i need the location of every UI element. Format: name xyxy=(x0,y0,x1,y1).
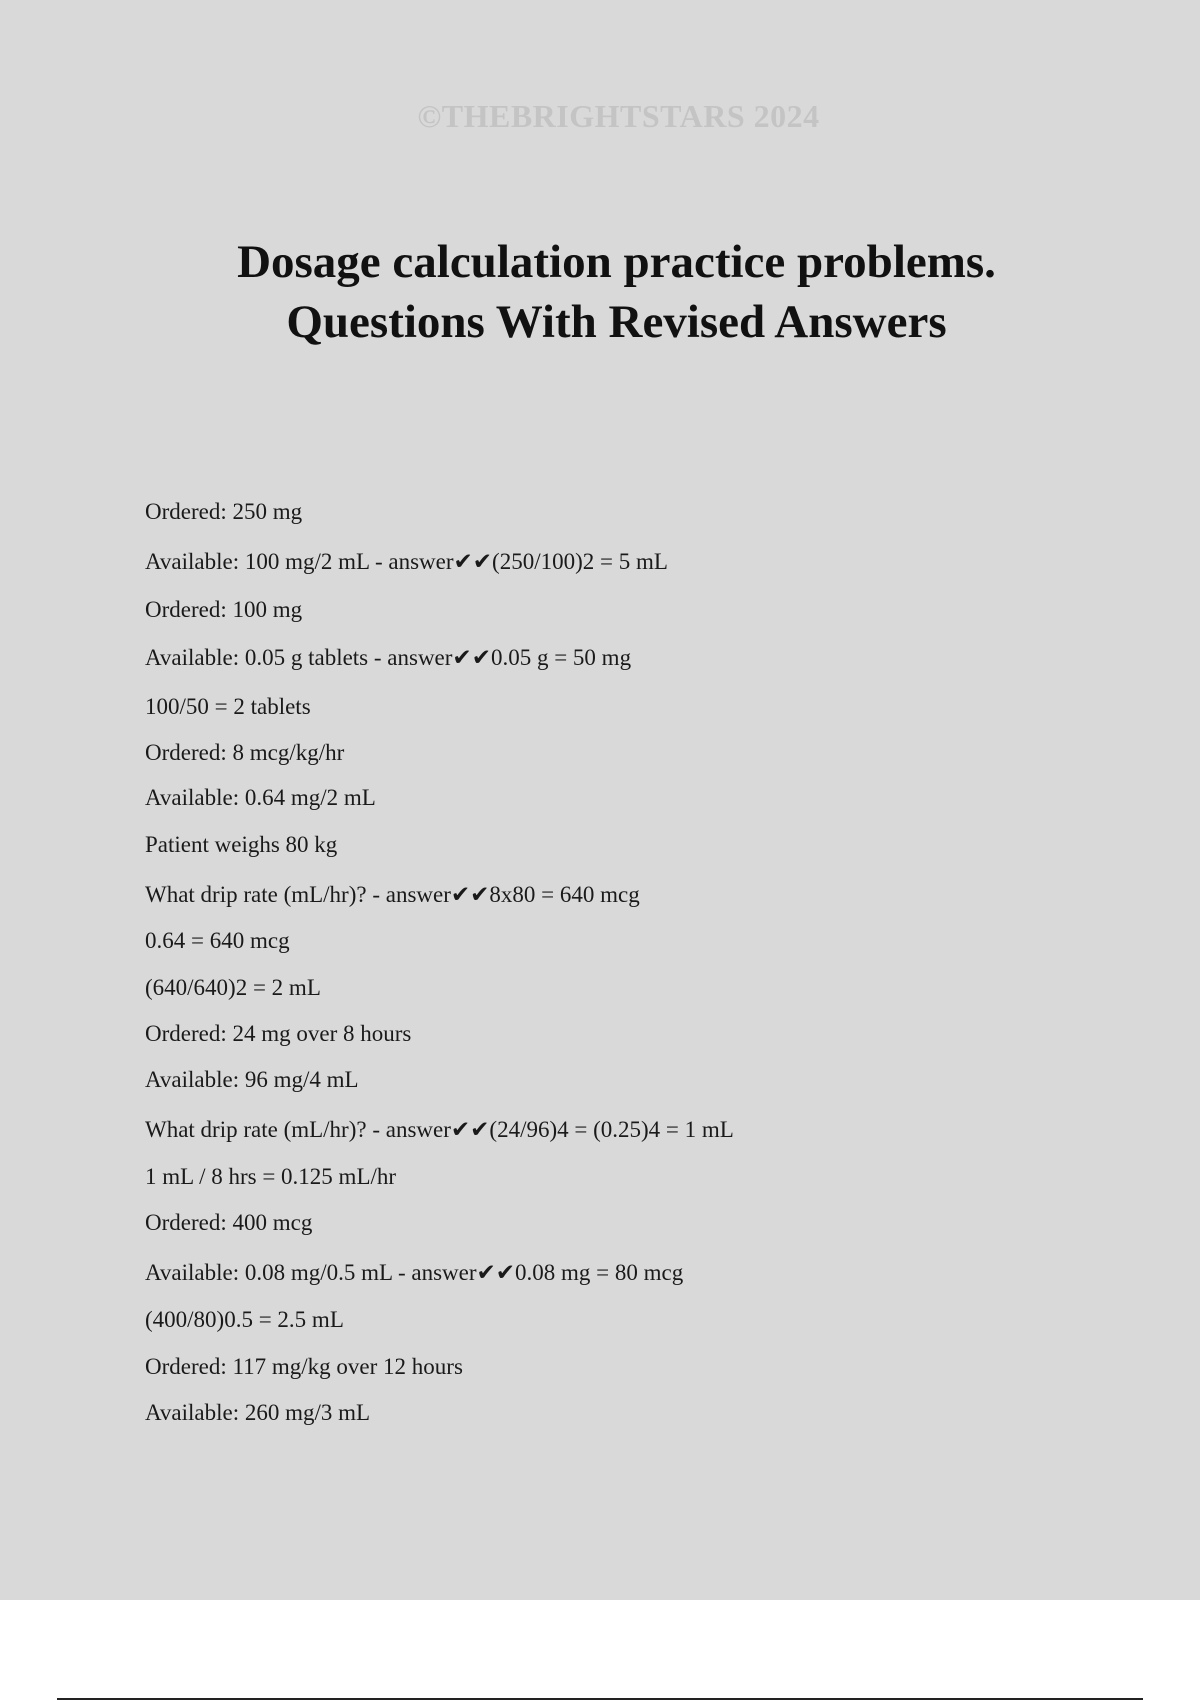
text-line: Ordered: 400 mcg xyxy=(145,1210,313,1235)
text-line: Available: 0.64 mg/2 mL xyxy=(145,785,376,810)
text-line: Available: 100 mg/2 mL - answer✔✔(250/100)2 = 5 mL xyxy=(145,549,668,574)
title-line-1: Dosage calculation practice problems. xyxy=(237,236,996,288)
text-line: 100/50 = 2 tablets xyxy=(145,694,311,719)
text-line: (640/640)2 = 2 mL xyxy=(145,975,321,1000)
text-line: (400/80)0.5 = 2.5 mL xyxy=(145,1307,344,1332)
text-line: Ordered: 8 mcg/kg/hr xyxy=(145,740,345,765)
watermark: ©THEBRIGHTSTARS 2024 xyxy=(417,98,820,134)
title-line-2: Questions With Revised Answers xyxy=(286,296,947,348)
text-line: Available: 0.08 mg/0.5 mL - answer✔✔0.08 mg = 80 mcg xyxy=(145,1260,684,1285)
page-title xyxy=(0,232,1200,352)
text-line: Ordered: 117 mg/kg over 12 hours xyxy=(145,1354,463,1379)
text-line: Available: 0.05 g tablets - answer✔✔0.05 g = 50 mg xyxy=(145,645,632,670)
text-line: Available: 260 mg/3 mL xyxy=(145,1400,371,1425)
text-line: 1 mL / 8 hrs = 0.125 mL/hr xyxy=(145,1164,397,1189)
text-line: Ordered: 100 mg xyxy=(145,597,303,622)
text-line: Ordered: 250 mg xyxy=(145,499,303,524)
text-line: What drip rate (mL/hr)? - answer✔✔(24/96)4 = (0.25)4 = 1 mL xyxy=(145,1117,734,1142)
text-line: Available: 96 mg/4 mL xyxy=(145,1067,359,1092)
text-line: Patient weighs 80 kg xyxy=(145,832,338,857)
text-line: 0.64 = 640 mcg xyxy=(145,928,290,953)
text-line: Ordered: 24 mg over 8 hours xyxy=(145,1021,412,1046)
text-line: What drip rate (mL/hr)? - answer✔✔8x80 = 640 mcg xyxy=(145,882,640,907)
